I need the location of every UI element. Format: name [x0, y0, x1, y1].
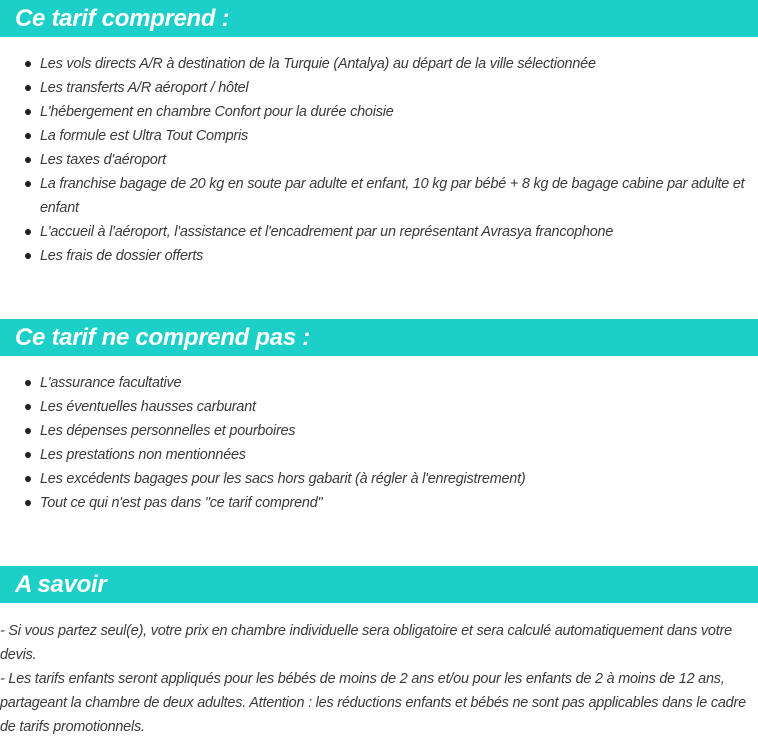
savoir-section-title: A savoir	[0, 566, 758, 603]
list-item	[0, 371, 758, 395]
bullet-icon	[25, 428, 31, 434]
bullet-icon	[25, 253, 31, 259]
list-item	[0, 76, 758, 100]
list-item	[0, 244, 758, 268]
list-item	[0, 419, 758, 443]
list-item	[0, 124, 758, 148]
list-item-text: L'hébergement en chambre Confort pour la durée choisie	[40, 104, 394, 120]
list-item-text: Les prestations non mentionnées	[40, 447, 246, 463]
bullet-icon	[25, 476, 31, 482]
bullet-icon	[25, 85, 31, 91]
list-item	[0, 220, 758, 244]
excluded-list	[0, 371, 758, 515]
bullet-icon	[25, 500, 31, 506]
bullet-icon	[25, 452, 31, 458]
list-item-text: Les éventuelles hausses carburant	[40, 399, 256, 415]
list-item	[0, 172, 758, 220]
list-item-text: Les frais de dossier offerts	[40, 248, 204, 264]
list-item	[0, 443, 758, 467]
list-item	[0, 52, 758, 76]
bullet-icon	[25, 133, 31, 139]
excluded-section-title: Ce tarif ne comprend pas :	[0, 319, 758, 356]
list-item	[0, 100, 758, 124]
list-item-text: Les dépenses personnelles et pourboires	[40, 423, 296, 439]
list-item-text: L'accueil à l'aéroport, l'assistance et l'encadrement par un représentant Avrasya francophone	[40, 224, 614, 240]
savoir-paragraph: - Les tarifs enfants seront appliqués pour les bébés de moins de 2 ans et/ou pour les enfants de 2 à moins de 12 ans, partageant la chambre de deux adultes. Attention : les réductions enfants et bébés ne sont pas applicables dans le cadre de tarifs promotionnels.	[0, 671, 746, 735]
bullet-icon	[25, 404, 31, 410]
bullet-icon	[25, 109, 31, 115]
savoir-body	[0, 619, 752, 739]
list-item-text: Les taxes d'aéroport	[40, 152, 166, 168]
list-item	[0, 467, 758, 491]
bullet-icon	[25, 181, 31, 187]
list-item-text: Les excédents bagages pour les sacs hors gabarit (à régler à l'enregistrement)	[40, 471, 526, 487]
list-item-text: L'assurance facultative	[40, 375, 182, 391]
list-item-text: Les transferts A/R aéroport / hôtel	[40, 80, 249, 96]
list-item-text: Les vols directs A/R à destination de la Turquie (Antalya) au départ de la ville sélectionnée	[40, 56, 596, 72]
bullet-icon	[25, 380, 31, 386]
bullet-icon	[25, 157, 31, 163]
bullet-icon	[25, 61, 31, 67]
bullet-icon	[25, 229, 31, 235]
list-item-text: Tout ce qui n'est pas dans "ce tarif comprend"	[40, 495, 323, 511]
savoir-paragraph: - Si vous partez seul(e), votre prix en chambre individuelle sera obligatoire et sera calculé automatiquement dans votre devis.	[0, 623, 732, 663]
included-list	[0, 52, 758, 268]
list-item-text: La franchise bagage de 20 kg en soute par adulte et enfant, 10 kg par bébé + 8 kg de bagage cabine par adulte et enfant	[40, 176, 745, 216]
list-item-text: La formule est Ultra Tout Compris	[40, 128, 249, 144]
list-item	[0, 395, 758, 419]
list-item	[0, 148, 758, 172]
included-section-title: Ce tarif comprend :	[0, 0, 758, 37]
list-item	[0, 491, 758, 515]
